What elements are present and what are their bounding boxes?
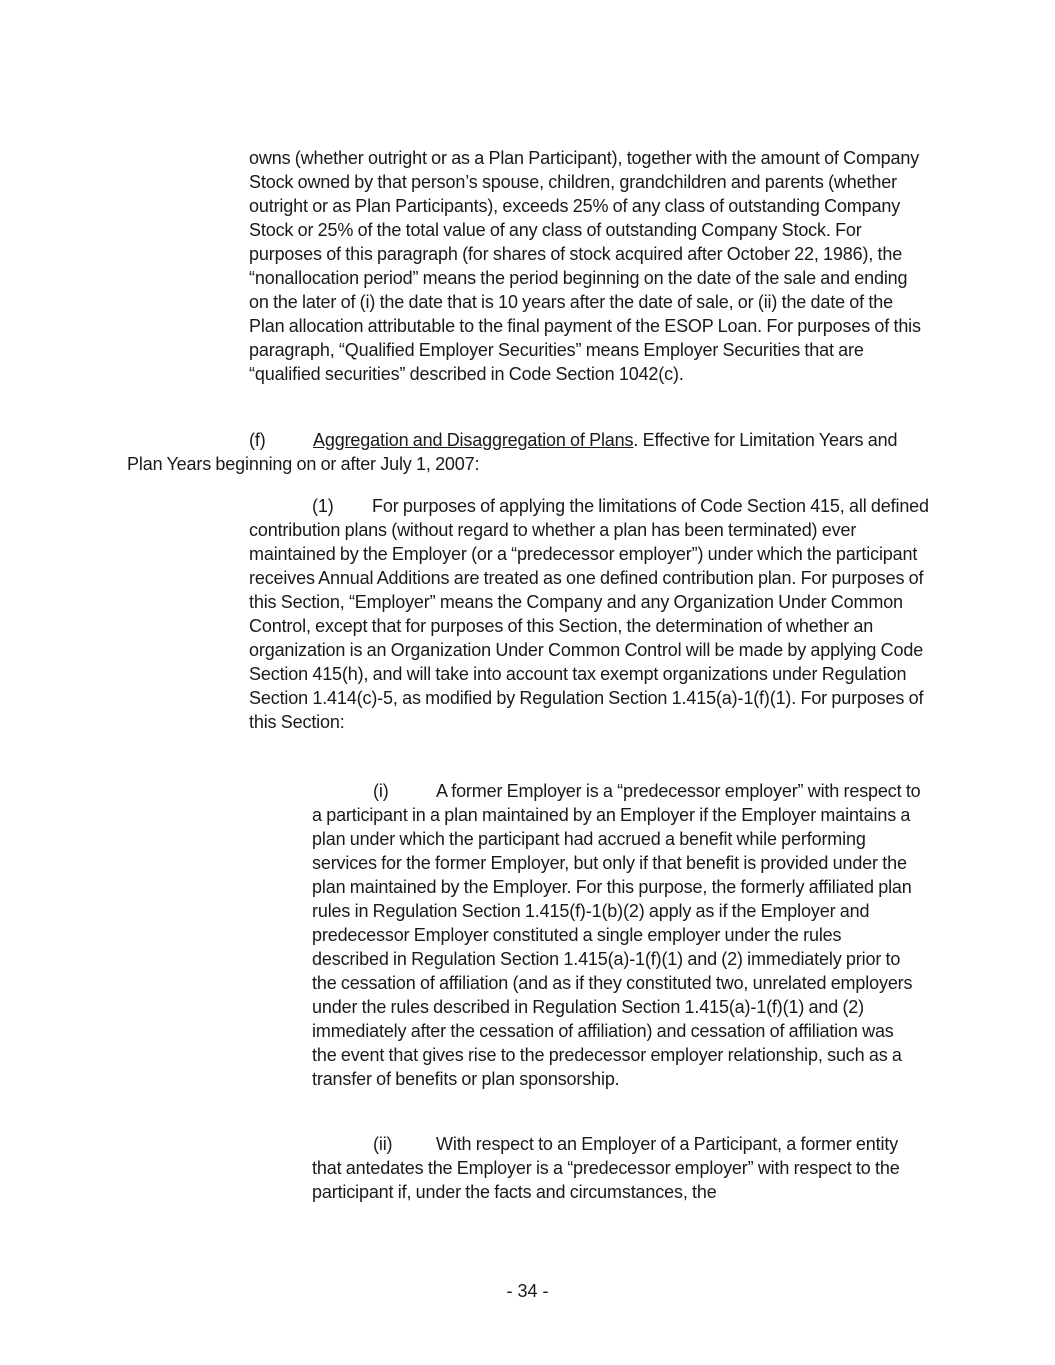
section-heading-aggregation: Aggregation and Disaggregation of Plans	[313, 430, 634, 450]
paragraph-1-label: (1)	[312, 496, 334, 516]
paragraph-ii-text: With respect to an Employer of a Participant, a former entity that antedates the Employer is a “predecessor employer” with respect to the participant if, under the facts and circumstances, the	[312, 1134, 900, 1202]
paragraph-ii-label: (ii)	[373, 1134, 393, 1154]
paragraph-1	[249, 494, 929, 734]
paragraph-i-label: (i)	[373, 781, 389, 801]
paragraph-f-text: . Effective for Limitation Years and Plan Years beginning on or after July 1, 2007:	[127, 430, 898, 474]
paragraph-i	[312, 779, 922, 1091]
page-number: - 34 -	[506, 1281, 549, 1301]
paragraph-ii	[312, 1132, 922, 1204]
paragraph-continuation: owns (whether outright or as a Plan Participant), together with the amount of Company Stock owned by that person’s spouse, children, grandchildren and parents (whether outright or as Plan Participants), exceeds 25% of any class of outstanding Company Stock or 25% of the total value of any class of outstanding Company Stock. For purposes of this paragraph (for shares of stock acquired after October 22, 1986), the “nonallocation period” means the period beginning on the date of the sale and ending on the later of (i) the date that is 10 years after the date of sale, or (ii) the date of the Plan allocation attributable to the final payment of the ESOP Loan. For purposes of this paragraph, “Qualified Employer Securities” means Employer Securities that are “qualified securities” described in Code Section 1042(c).	[249, 148, 921, 384]
paragraph-i-text: A former Employer is a “predecessor employer” with respect to a participant in a plan maintained by an Employer if the Employer maintains a plan under which the participant had accrued a benefit while performing services for the former Employer, but only if that benefit is provided under the plan maintained by the Employer. For this purpose, the formerly affiliated plan rules in Regulation Section 1.415(f)-1(b)(2) apply as if the Employer and predecessor Employer constituted a single employer under the rules described in Regulation Section 1.415(a)-1(f)(1) and (2) immediately prior to the cessation of affiliation (and as if they constituted two, unrelated employers under the rules described in Regulation Section 1.415(a)-1(f)(1) and (2) immediately after the cessation of affiliation) and cessation of affiliation was the event that gives rise to the predecessor employer relationship, such as a transfer of benefits or plan sponsorship.	[312, 781, 921, 1089]
paragraph-f-label: (f)	[249, 430, 266, 450]
paragraph-f	[127, 428, 927, 476]
paragraph-1-text: For purposes of applying the limitations of Code Section 415, all defined contribution plans (without regard to whether a plan has been terminated) ever maintained by the Employer (or a “predecessor employer”) under which the participant receives Annual Additions are treated as one defined contribution plan. For purposes of this Section, “Employer” means the Company and any Organization Under Common Control, except that for purposes of this Section, the determination of whether an organization is an Organization Under Common Control will be made by applying Code Section 415(h), and will take into account tax exempt organizations under Regulation Section 1.414(c)-5, as modified by Regulation Section 1.415(a)-1(f)(1). For purposes of this Section:	[249, 496, 929, 732]
